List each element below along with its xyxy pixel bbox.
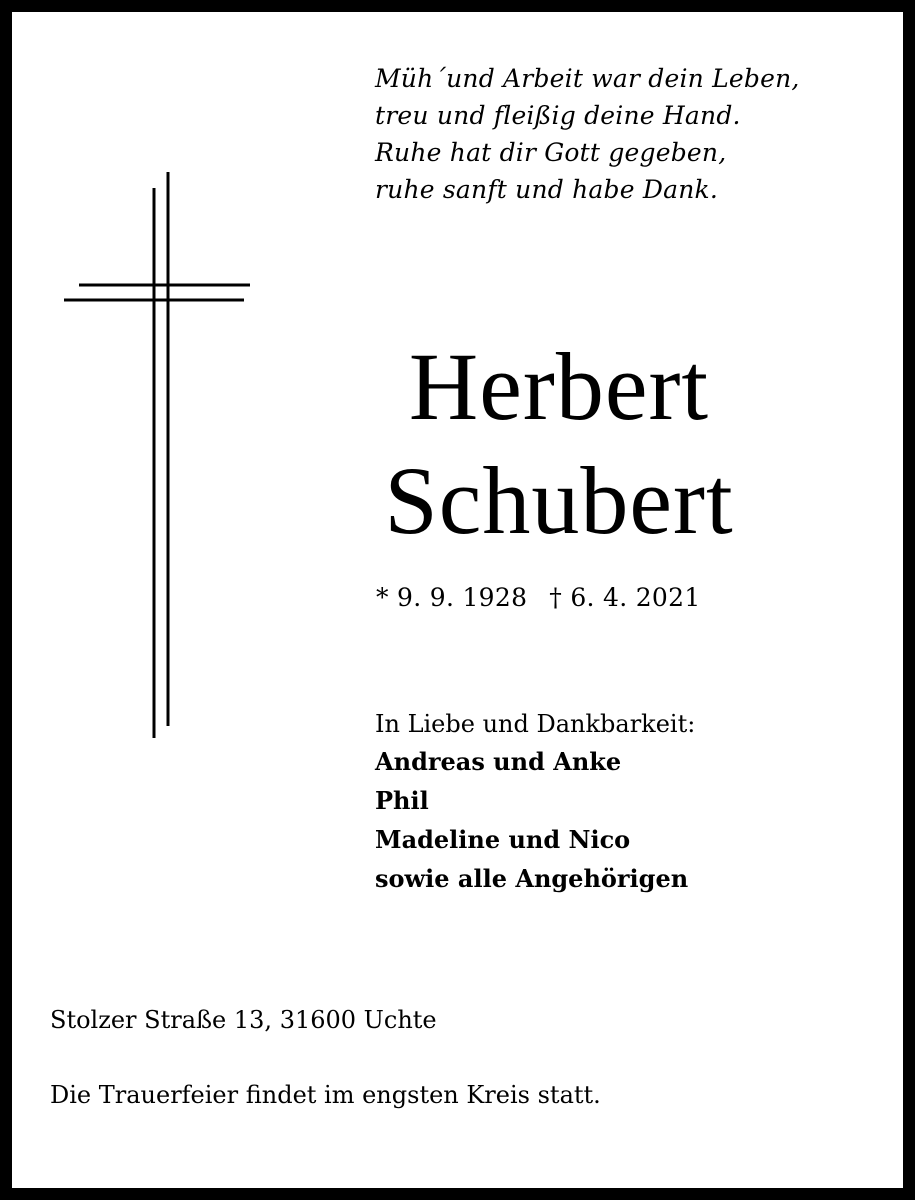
poem-line: treu und fleißig deine Hand. bbox=[375, 101, 741, 130]
mourners-intro: In Liebe und Dankbarkeit: bbox=[375, 710, 696, 738]
poem-line: Ruhe hat dir Gott gegeben, bbox=[375, 138, 727, 167]
poem-line: Müh´und Arbeit war dein Leben, bbox=[375, 64, 800, 93]
mourner-entry: Phil bbox=[375, 786, 429, 815]
death-date: † 6. 4. 2021 bbox=[549, 583, 701, 612]
mourner-entry: Madeline und Nico bbox=[375, 825, 631, 854]
life-dates bbox=[376, 580, 701, 616]
memorial-poem bbox=[375, 60, 800, 208]
mourner-entry: Andreas und Anke bbox=[375, 747, 622, 776]
first-name: Herbert bbox=[408, 333, 710, 440]
birth-date: * 9. 9. 1928 bbox=[376, 583, 528, 612]
family-address: Stolzer Straße 13, 31600 Uchte bbox=[50, 1006, 437, 1034]
mourners-list bbox=[375, 742, 695, 898]
mourners-block bbox=[375, 706, 695, 898]
cross-icon bbox=[50, 158, 250, 738]
last-name: Schubert bbox=[384, 447, 734, 554]
mourner-entry: sowie alle Angehörigen bbox=[375, 864, 689, 893]
poem-line: ruhe sanft und habe Dank. bbox=[375, 175, 719, 204]
ceremony-note: Die Trauerfeier findet im engsten Kreis statt. bbox=[50, 1081, 601, 1109]
deceased-name bbox=[334, 330, 784, 558]
